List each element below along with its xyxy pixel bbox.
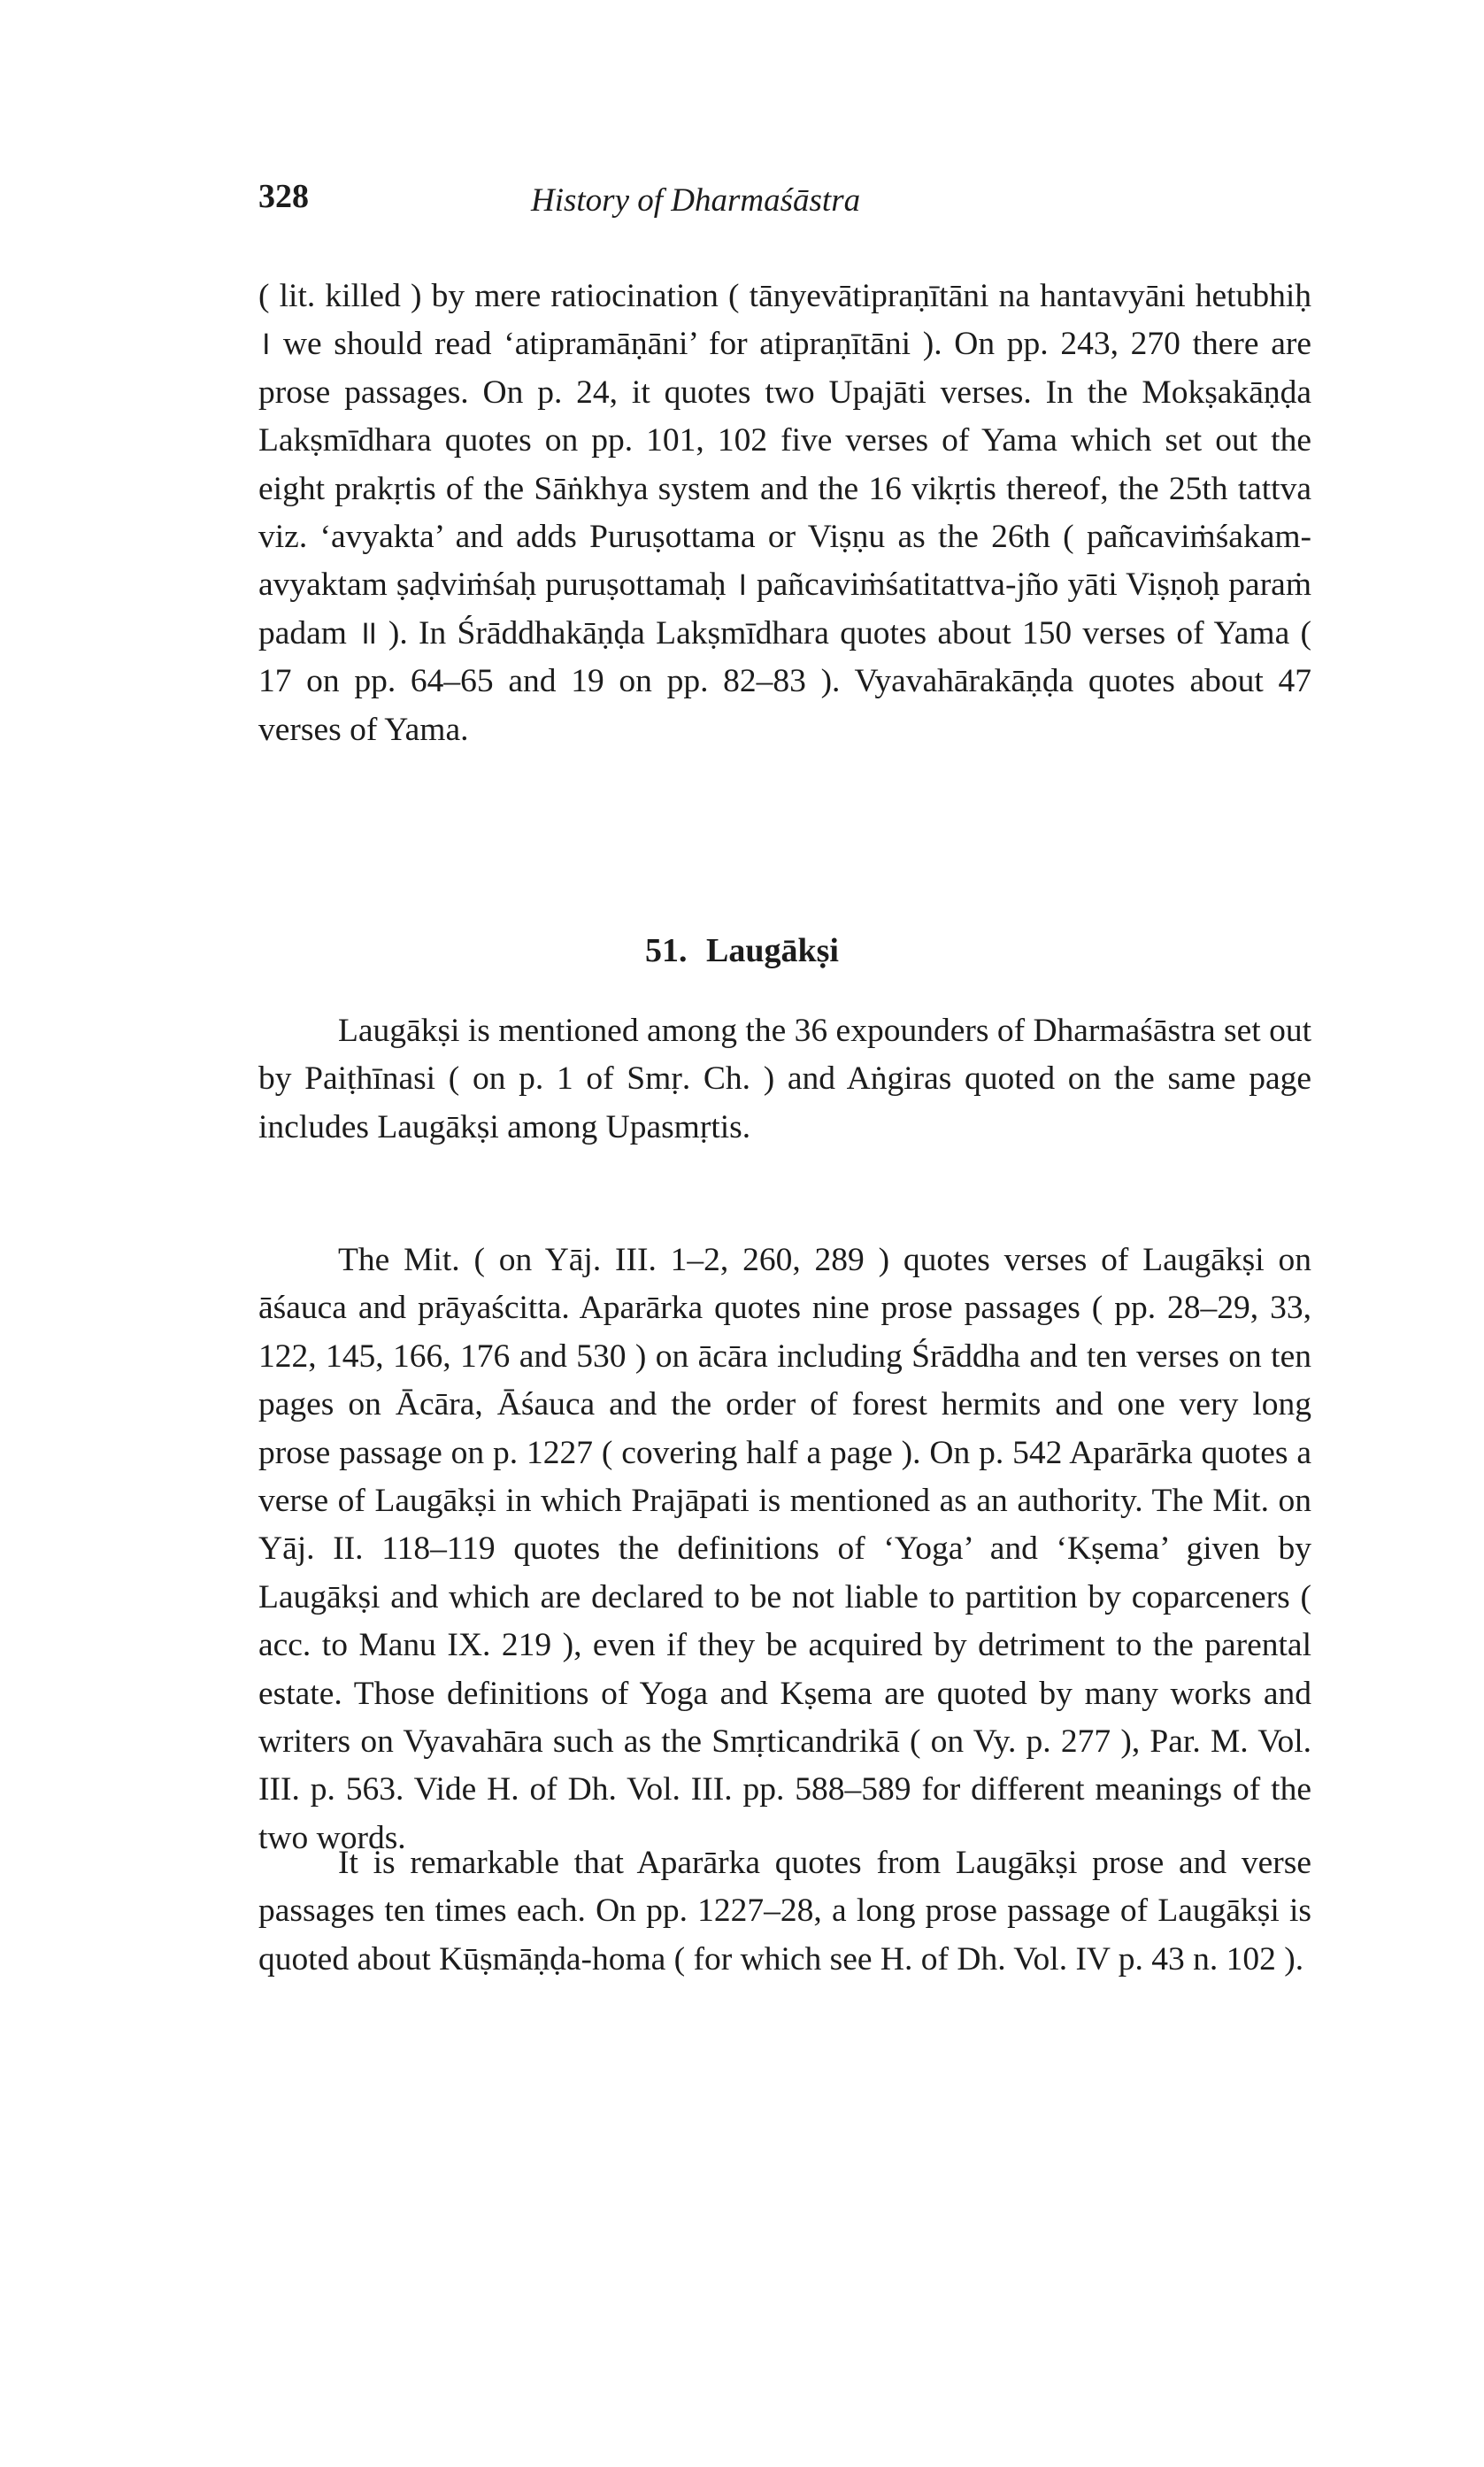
running-title: History of Dharmaśāstra bbox=[531, 182, 861, 219]
page-number: 328 bbox=[258, 178, 309, 215]
paragraph-laugaksi-intro: Laugākṣi is mentioned among the 36 expounders of Dharmaśāstra set out by Paiṭhīnasi ( on p. 1 of Smṛ. Ch. ) and Aṅgiras quoted on the same page includes Laugākṣi among Upasmṛtis. bbox=[258, 1013, 1311, 1145]
paragraph-apararka: It is remarkable that Aparārka quotes from Laugākṣi prose and verse passages ten times each. On pp. 1227–28, a long prose passage of Laugākṣi is quoted about Kūṣmāṇḍa-homa ( for which see H. of Dh. Vol. IV p. 43 n. 102 ). bbox=[258, 1845, 1311, 1977]
section-heading bbox=[0, 931, 1484, 970]
section-number: 51. bbox=[645, 932, 688, 969]
section-title: Laugākṣi bbox=[706, 932, 839, 969]
paragraph-continued: ( lit. killed ) by mere ratiocination ( tānyevātipraṇītāni na hantavyāni hetubhiḥ । we should read ‘atipramāṇāni’ for atipraṇītāni ). On pp. 243, 270 there are prose passages. On p. 24, it quotes two Upajāti verses. In the Mokṣakāṇḍa Lakṣmīdhara quotes on pp. 101, 102 five verses of Yama which set out the eight prakṛtis of the Sāṅkhya system and the 16 vikṛtis thereof, the 25th tattva viz. ‘avyakta’ and adds Puruṣottama or Viṣṇu as the 26th ( pañcaviṁśakam-avyaktam ṣaḍviṁśaḥ puruṣottamaḥ । pañcaviṁśatitattva-jño yāti Viṣṇoḥ paraṁ padam ॥ ). In Śrāddhakāṇḍa Lakṣmīdhara quotes about 150 verses of Yama ( 17 on pp. 64–65 and 19 on pp. 82–83 ). Vyavahārakāṇḍa quotes about 47 verses of Yama. bbox=[258, 278, 1311, 748]
paragraph-mit-quotes: The Mit. ( on Yāj. III. 1–2, 260, 289 ) quotes verses of Laugākṣi on āśauca and prāyaścitta. Aparārka quotes nine prose passages ( pp. 28–29, 33, 122, 145, 166, 176 and 530 ) on ācāra including Śrāddha and ten verses on ten pages on Ācāra, Āśauca and the order of forest hermits and one very long prose passage on p. 1227 ( covering half a page ). On p. 542 Aparārka quotes a verse of Laugākṣi in which Prajāpati is mentioned as an authority. The Mit. on Yāj. II. 118–119 quotes the definitions of ‘Yoga’ and ‘Kṣema’ given by Laugākṣi and which are declared to be not liable to partition by coparceners ( acc. to Manu IX. 219 ), even if they be acquired by detriment to the parental estate. Those definitions of Yoga and Kṣema are quoted by many works and writers on Vyavahāra such as the Smṛticandrikā ( on Vy. p. 277 ), Par. M. Vol. III. p. 563. Vide H. of Dh. Vol. III. pp. 588–589 for different meanings of the two words. bbox=[258, 1242, 1311, 1856]
